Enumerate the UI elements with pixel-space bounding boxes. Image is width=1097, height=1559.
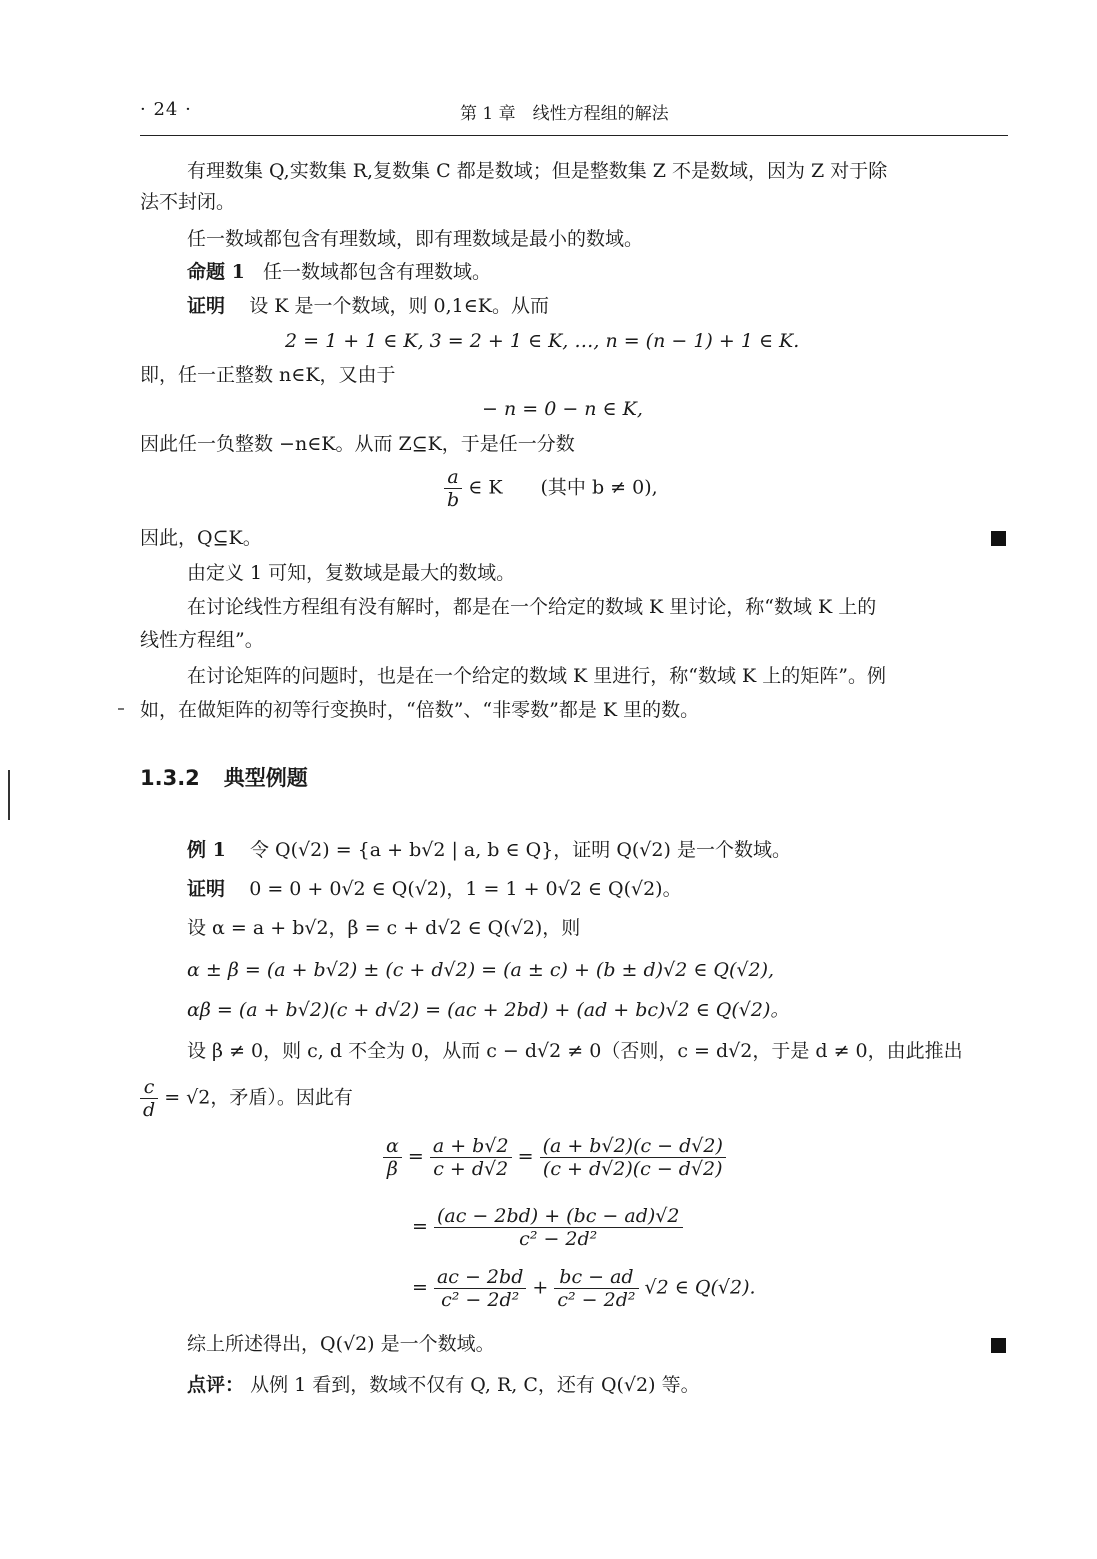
proof-text: 0 = 0 + 0√2 ∈ Q(√2)，1 = 1 + 0√2 ∈ Q(√2)。 — [249, 878, 682, 900]
fraction: $\frac{a + b√2}{c + d√2}$ — [430, 1135, 512, 1180]
paragraph-line: 综上所述得出，Q(√2) 是一个数域。 — [187, 1333, 495, 1355]
proposition-text: 任一数域都包含有理数域。 — [262, 261, 491, 283]
fraction: $\frac{bc - ad}{\text{c² − 2d²}}$ — [554, 1266, 638, 1311]
fraction: $\frac{c}{d}$ — [140, 1076, 158, 1121]
paragraph-line: 因此，Q⊆K。 — [140, 527, 262, 549]
fraction: $\frac{(a + b√2)(c - d√2)}{(c + d√2)(c - d√2)}$ — [540, 1135, 726, 1180]
example-label: 例 1 — [187, 839, 226, 861]
paragraph-line: 法不封闭。 — [140, 191, 236, 213]
proposition — [187, 259, 491, 285]
derivation-line-2: = $\frac{(ac - 2bd) + (bc - ad)√2}{\text{c² − 2d²}}$ — [412, 1205, 683, 1250]
proof-label: 证明 — [187, 878, 226, 900]
paragraph-line: 设 α = a + b√2，β = c + d√2 ∈ Q(√2)，则 — [187, 917, 581, 939]
paragraph-line: 有理数集 Q,实数集 R,复数集 C 都是数域；但是整数集 Z 不是数域，因为 Z 对于除 — [187, 160, 888, 182]
paragraph-line: 设 β ≠ 0，则 c, d 不全为 0，从而 c − d√2 ≠ 0（否则，c = d√2，于是 d ≠ 0，由此推出 — [187, 1040, 963, 1062]
fraction: $\frac{\alpha}{\beta}$ — [383, 1135, 402, 1180]
qed-square — [991, 531, 1006, 546]
equation: α ± β = (a + b√2) ± (c + d√2) = (a ± c) + (b ± d)√2 ∈ Q(√2), — [187, 959, 775, 981]
scan-mark — [8, 770, 10, 820]
proof-text: 设 K 是一个数域，则 0,1∈K。从而 — [249, 295, 549, 317]
fraction: $\frac{a}{b}$ — [444, 466, 462, 511]
proposition-label: 命题 1 — [187, 261, 245, 283]
page-header — [140, 95, 1008, 136]
section-heading — [140, 762, 332, 792]
remark-label: 点评： — [187, 1374, 245, 1396]
equation: − n = 0 − n ∈ K, — [482, 398, 643, 420]
remark-text: 从例 1 看到，数域不仅有 Q, R, C，还有 Q(√2) 等。 — [250, 1374, 700, 1396]
proof-intro — [187, 876, 682, 902]
page-number: · 24 · — [140, 99, 192, 120]
section-number: 1.3.2 — [140, 766, 200, 790]
chapter-title: 第 1 章 线性方程组的解法 — [460, 104, 669, 124]
example — [187, 837, 791, 863]
fraction: $\frac{(ac - 2bd) + (bc - ad)√2}{\text{c² − 2d²}}$ — [434, 1205, 683, 1250]
derivation-line-3: = $\frac{ac - 2bd}{\text{c² − 2d²}}$ + $\frac{bc - ad}{\text{c² − 2d²}}$ √2 ∈ Q(√2). — [412, 1266, 756, 1311]
paragraph-line: 在讨论线性方程组有没有解时，都是在一个给定的数域 K 里讨论，称“数域 K 上的 — [187, 596, 877, 618]
equation-rest: ∈ K (其中 b ≠ 0), — [468, 476, 658, 499]
remark — [187, 1372, 700, 1398]
sentence-rest: = √2，矛盾）。因此有 — [164, 1086, 353, 1109]
proof-intro — [187, 293, 549, 319]
paragraph-line: 即，任一正整数 n∈K，又由于 — [140, 364, 396, 386]
equation: αβ = (a + b√2)(c + d√2) = (ac + 2bd) + (ad + bc)√2 ∈ Q(√2)。 — [187, 999, 790, 1021]
paragraph-line: 线性方程组”。 — [140, 629, 264, 651]
paragraph-line: 由定义 1 可知，复数域是最大的数域。 — [187, 562, 516, 584]
paragraph-line: 因此任一负整数 −n∈K。从而 Z⊆K，于是任一分数 — [140, 433, 575, 455]
section-title: 典型例题 — [223, 766, 308, 790]
example-text: 令 Q(√2) = {a + b√2 | a, b ∈ Q}，证明 Q(√2) 是一个数域。 — [250, 839, 791, 861]
equation: 2 = 1 + 1 ∈ K, 3 = 2 + 1 ∈ K, …, n = (n − 1) + 1 ∈ K. — [285, 330, 800, 352]
paragraph-line: 在讨论矩阵的问题时，也是在一个给定的数域 K 里进行，称“数域 K 上的矩阵”。例 — [187, 665, 886, 687]
scan-mark — [118, 708, 124, 710]
fraction: $\frac{ac - 2bd}{\text{c² − 2d²}}$ — [434, 1266, 526, 1311]
proof-label: 证明 — [187, 295, 226, 317]
paragraph-line: 如，在做矩阵的初等行变换时，“倍数”、“非零数”都是 K 里的数。 — [140, 699, 700, 721]
paragraph-line: 任一数域都包含有理数域，即有理数域是最小的数域。 — [187, 228, 644, 250]
fraction-equation — [444, 466, 658, 511]
fraction-sentence — [140, 1076, 353, 1121]
qed-square — [991, 1338, 1006, 1353]
derivation-line-1: $\frac{\alpha}{\beta}$ = $\frac{a + b√2}{c + d√2}$ = $\frac{(a + b√2)(c - d√2)}{(c + d√2)(c - d√2)}$ — [383, 1135, 726, 1180]
